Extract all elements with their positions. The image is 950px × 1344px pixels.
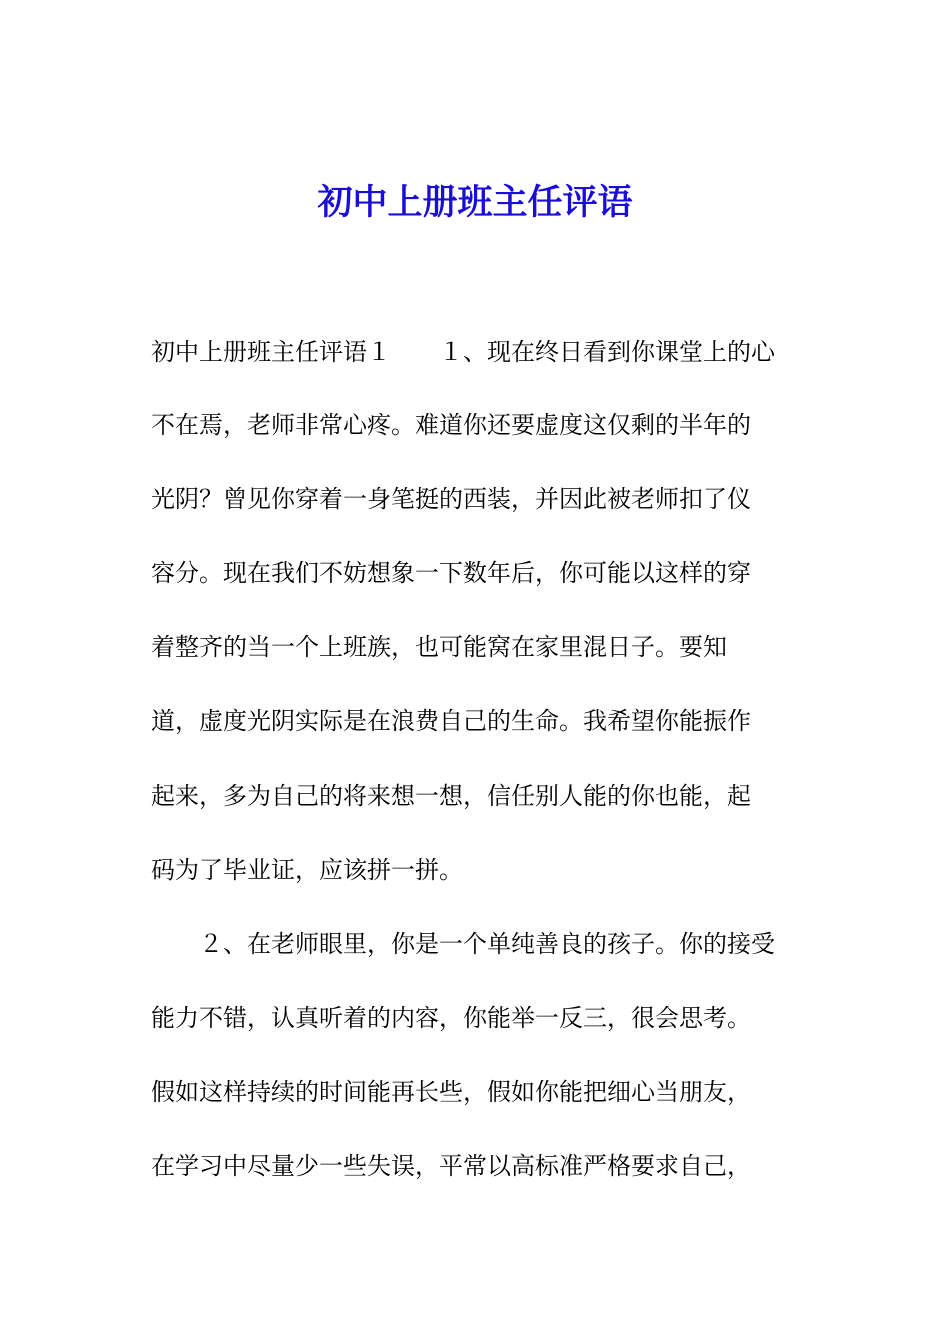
text-line: 光阴？曾见你穿着一身笔挺的西装，并因此被老师扣了仪 bbox=[151, 485, 751, 513]
text-line: 道，虚度光阴实际是在浪费自己的生命。我希望你能振作 bbox=[151, 707, 751, 735]
text-line: 容分。现在我们不妨想象一下数年后，你可能以这样的穿 bbox=[151, 559, 751, 587]
text-line: 假如这样持续的时间能再长些，假如你能把细心当朋友， bbox=[151, 1078, 751, 1106]
text-line: ２、在老师眼里，你是一个单纯善良的孩子。你的接受 bbox=[151, 930, 775, 958]
text-line: 不在焉，老师非常心疼。难道你还要虚度这仅剩的半年的 bbox=[151, 411, 751, 439]
text-line: 码为了毕业证，应该拼一拼。 bbox=[151, 856, 463, 884]
text-line: 初中上册班主任评语１ １、现在终日看到你课堂上的心 bbox=[151, 338, 775, 366]
text-line: 起来，多为自己的将来想一想，信任别人能的你也能，起 bbox=[151, 782, 751, 810]
text-line: 能力不错，认真听着的内容，你能举一反三，很会思考。 bbox=[151, 1004, 751, 1032]
text-line: 在学习中尽量少一些失误，平常以高标准严格要求自己， bbox=[151, 1152, 751, 1180]
text-line: 着整齐的当一个上班族，也可能窝在家里混日子。要知 bbox=[151, 633, 727, 661]
document-title: 初中上册班主任评语 bbox=[317, 182, 633, 223]
